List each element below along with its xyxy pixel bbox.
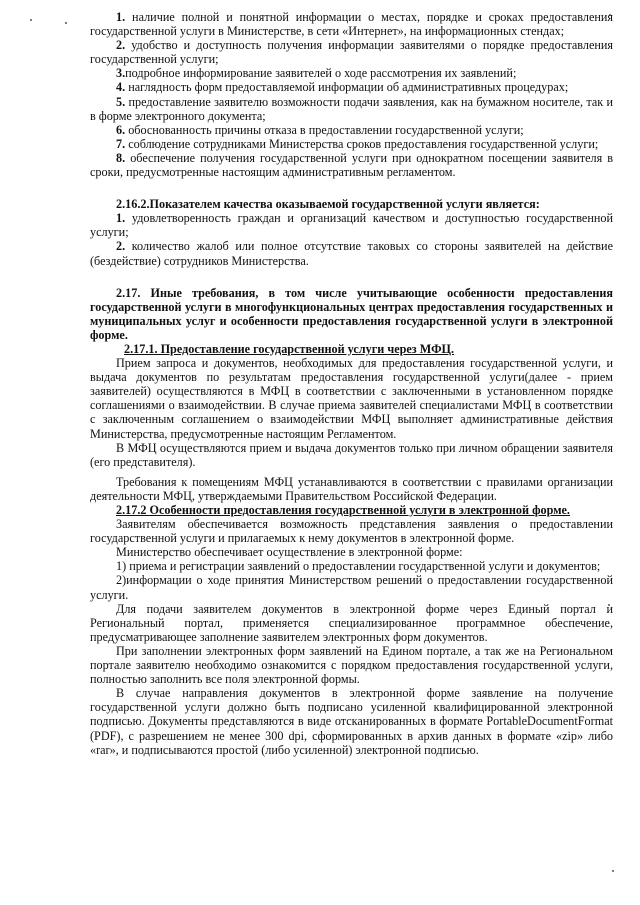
subsection-heading: 2.17.2 Особенности предоставления государственной услуги в электронной форме.: [116, 503, 570, 517]
list-item: [90, 38, 613, 66]
list-item: 1) приема и регистрации заявлений о предоставлении государственной услуги и документов;: [116, 559, 601, 574]
item-text: удобство и доступность получения информации заявителями о порядке предоставления государственной услуги;: [90, 38, 614, 67]
item-text: обоснованность причины отказа в предоставлении государственной услуги;: [128, 122, 524, 137]
item-text: соблюдение сотрудниками Министерства сроков предоставления государственной услуги;: [128, 136, 599, 151]
item-text: наличие полной и понятной информации о местах, порядке и сроках предоставления государственной услуги в Министерстве, в сети «Интернет», на информационных стендах;: [90, 10, 614, 39]
item-number: 3.: [116, 66, 126, 81]
list-item: [90, 151, 613, 179]
item-number: 1.: [116, 10, 126, 24]
paragraph: В случае направления документов в электронной форме заявление на получение государственной услуги должно быть подписано усиленной квалифицированной электронной подписью. Документы представляются в виде отсканированных в формате PortableDocumentFormat (PDF), с разрешением не менее 300 dpi, сформированных в архив данных в формате «zip» либо «rar», и подписываются простой (либо усиленной) электронной подписью.: [90, 686, 613, 757]
paragraph: Министерство обеспечивает осуществление в электронной форме:: [116, 545, 463, 560]
item-number: 4.: [116, 80, 126, 95]
document-body: [90, 10, 613, 757]
list-item: 2)информации о ходе принятия Министерством решений о предоставлении государственной услуги.: [90, 573, 613, 602]
scan-speck: [65, 22, 67, 24]
section-heading: 2.17. Иные требования, в том числе учитывающие особенности предоставления государственной услуги в многофункциональных центрах предоставления государственных и муниципальных услуг и особенности предоставления государственной услуги в электронной форме.: [90, 285, 613, 342]
paragraph: При заполнении электронных форм заявлений на Едином портале, а так же на Региональном портале заявителю необходимо ознакомится с порядком предоставления государственной услуги, полностью заполнить все поля электронной формы.: [90, 643, 613, 687]
subsection-heading: 2.17.1. Предоставление государственной услуги через МФЦ.: [124, 341, 455, 356]
list-item: [90, 66, 613, 80]
paragraph: Заявителям обеспечивается возможность представления заявления о предоставлении государственной услуги и прилагаемых к нему документов в электронной форме.: [90, 517, 613, 546]
item-text: удовлетворенность граждан и организаций качеством и доступностью государственной услуги;: [90, 211, 613, 240]
item-number: 1.: [116, 211, 126, 226]
item-text: обеспечение получения государственной услуги при однократном посещении заявителя в сроки, предусмотренные настоящим административным регламентом.: [90, 150, 614, 180]
scan-speck: [612, 870, 614, 872]
item-text: количество жалоб или полное отсутствие таковых со стороны заявителей на действие (бездействие) сотрудников Министерства.: [90, 239, 613, 268]
item-text: подробное информирование заявителей о ходе рассмотрения их заявлений;: [125, 66, 517, 81]
paragraph: В МФЦ осуществляются прием и выдача документов только при личном обращении заявителя (его представителя).: [90, 440, 613, 469]
paragraph: Требования к помещениям МФЦ устанавливаются в соответствии с правилами организации деятельности МФЦ, утверждаемыми Правительством Российской Федерации.: [90, 474, 613, 503]
item-text: наглядность форм предоставляемой информации об административных процедурах;: [128, 80, 569, 95]
paragraph: Для подачи заявителем документов в электронной форме через Единый портал и Региональный портал, применяется специализированное программное обеспечение, предусматривающее заполнение заявителем электронных форм документов.: [90, 601, 613, 644]
list-item: [90, 95, 613, 123]
item-number: 7.: [116, 136, 126, 151]
item-number: 6.: [116, 122, 126, 137]
list-item: [90, 211, 613, 239]
item-number: 2.: [116, 38, 126, 53]
scan-speck: [30, 19, 32, 21]
item-number: 8.: [116, 150, 126, 165]
list-item: [90, 137, 613, 151]
paragraph: Прием запроса и документов, необходимых для предоставления государственной услуги, и выдача документов по результатам предоставления государственной услуги(далее - прием заявителей) осуществляются в МФЦ в соответствии с заключенными в установленном порядке соглашениями о взаимодействии. В случае приема заявителей специалистами МФЦ в соответствии с заключенным соглашением о взаимодействии МФЦ выполняет административные действия Министерства, предусмотренные настоящим Регламентом.: [90, 356, 613, 441]
list-item: [90, 80, 613, 94]
item-text: предоставление заявителю возможности подачи заявления, как на бумажном носителе, так и в форме электронного документа;: [90, 94, 614, 123]
item-number: 5.: [116, 94, 126, 109]
list-item: [90, 123, 613, 137]
list-item: [90, 10, 613, 38]
section-heading: 2.16.2.Показателем качества оказываемой государственной услуги является:: [116, 197, 540, 212]
list-item: [90, 239, 613, 267]
item-number: 2.: [116, 239, 126, 254]
